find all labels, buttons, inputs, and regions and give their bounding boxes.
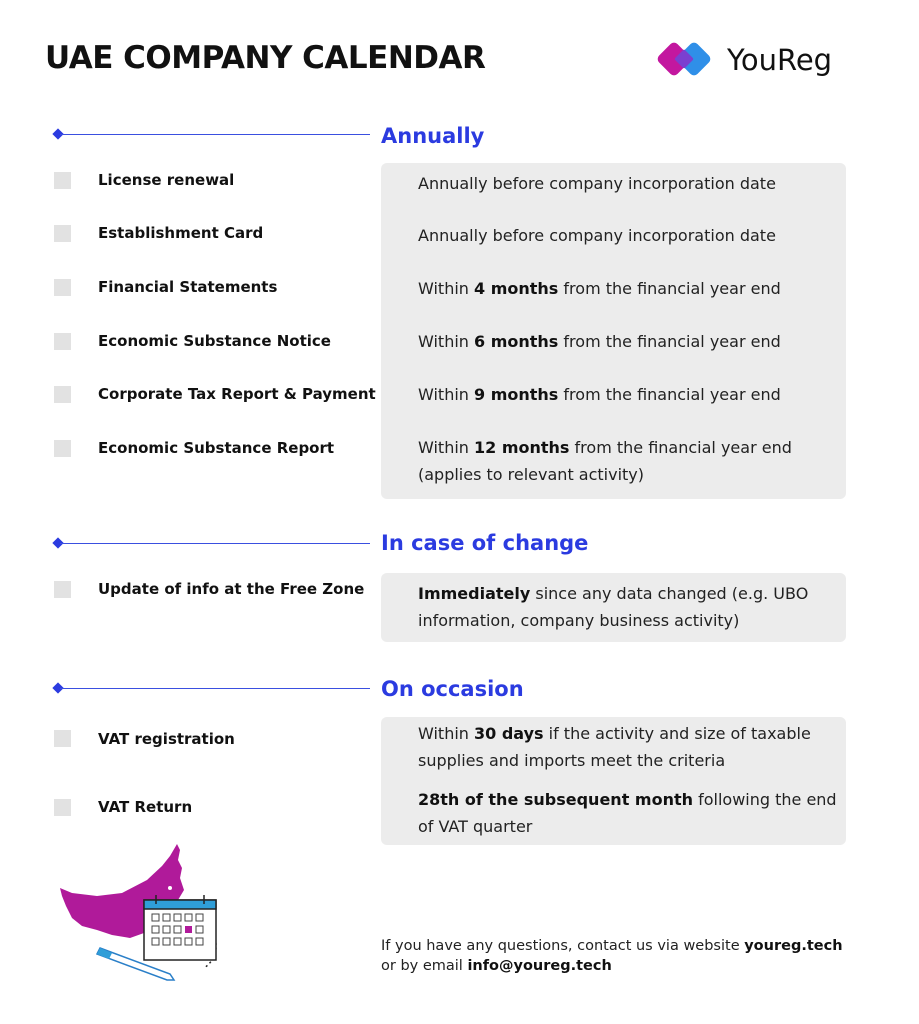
checkbox[interactable] <box>54 333 71 350</box>
item-description: Within 4 months from the financial year end <box>418 279 781 298</box>
checkbox[interactable] <box>54 799 71 816</box>
item-description: Within 9 months from the financial year end <box>418 385 781 404</box>
section-title-annually: Annually <box>381 124 485 148</box>
item-label: VAT Return <box>98 798 193 816</box>
item-label: Financial Statements <box>98 278 278 296</box>
section-divider <box>60 688 370 689</box>
website-link[interactable]: youreg.tech <box>744 938 843 954</box>
item-description: 28th of the subsequent month following the end of VAT quarter <box>418 790 837 836</box>
item-label: License renewal <box>98 171 235 189</box>
calendar-icon <box>144 895 216 968</box>
item-label: Establishment Card <box>98 224 264 242</box>
section-title-in-case-of-change: In case of change <box>381 531 589 555</box>
uae-calendar-illustration <box>52 838 252 988</box>
item-description: Immediately since any data changed (e.g. UBO information, company business activity) <box>418 584 809 630</box>
item-label: VAT registration <box>98 730 235 748</box>
item-description: Within 6 months from the financial year end <box>418 332 781 351</box>
checkbox[interactable] <box>54 279 71 296</box>
youreg-logo-icon <box>655 40 717 80</box>
checkbox[interactable] <box>54 386 71 403</box>
brand-logo[interactable] <box>655 40 832 80</box>
item-description: Within 30 days if the activity and size of taxable supplies and imports meet the criteria <box>418 724 811 770</box>
brand-name: YouReg <box>727 43 833 77</box>
section-divider <box>60 543 370 544</box>
item-description: Within 12 months from the financial year end (applies to relevant activity) <box>418 438 792 484</box>
item-label: Update of info at the Free Zone <box>98 580 365 598</box>
item-label: Economic Substance Notice <box>98 332 331 350</box>
section-title-on-occasion: On occasion <box>381 677 524 701</box>
item-label: Corporate Tax Report & Payment <box>98 385 376 403</box>
checkbox[interactable] <box>54 730 71 747</box>
item-description: Annually before company incorporation date <box>418 174 776 193</box>
checkbox[interactable] <box>54 581 71 598</box>
item-label: Economic Substance Report <box>98 439 335 457</box>
section-divider <box>60 134 370 135</box>
page-title: UAE COMPANY CALENDAR <box>45 40 486 76</box>
contact-footer: If you have any questions, contact us via website youreg.tech or by email info@youreg.tech <box>381 938 843 974</box>
checkbox[interactable] <box>54 440 71 457</box>
checkbox[interactable] <box>54 225 71 242</box>
item-description: Annually before company incorporation date <box>418 226 776 245</box>
checkbox[interactable] <box>54 172 71 189</box>
email-link[interactable]: info@youreg.tech <box>467 958 612 974</box>
